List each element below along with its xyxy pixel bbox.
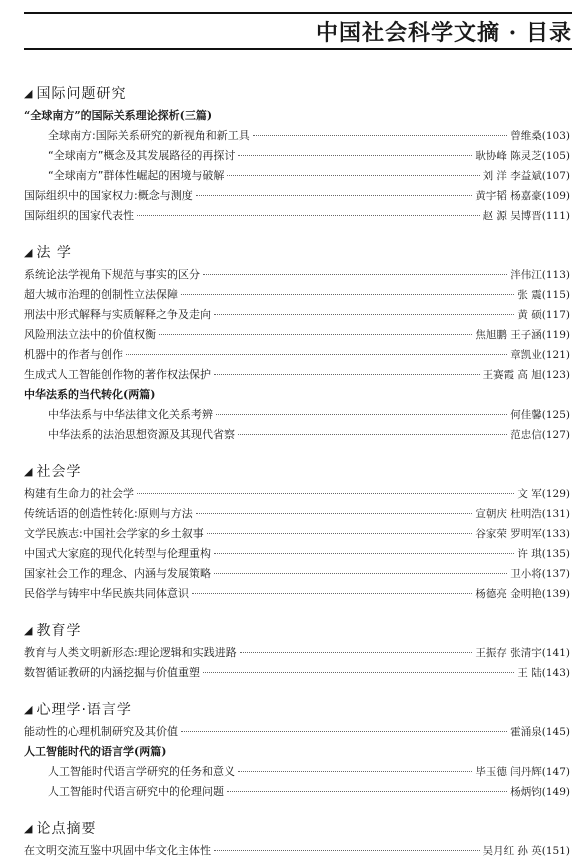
toc-entry[interactable]: [24, 663, 570, 683]
entry-title: 教育与人类文明新形态:理论逻辑和实践进路: [24, 646, 237, 659]
entry-title: 中国式大家庭的现代化转型与伦理重构: [24, 547, 211, 560]
toc-subheading: [24, 385, 570, 405]
dot-leader: [240, 652, 473, 653]
entry-author-page: 黄 硕(117): [517, 309, 570, 321]
entry-author-page: 王赛霞 高 旭(123): [482, 369, 570, 381]
toc-entry[interactable]: [24, 325, 570, 345]
entry-title: 超大城市治理的创制性立法保障: [24, 288, 178, 301]
entry-title: 系统论法学视角下规范与事实的区分: [24, 268, 200, 281]
section-spacer: [24, 448, 570, 462]
section-title: 法 学: [36, 245, 72, 261]
entry-title: 能动性的心理机制研究及其价值: [24, 725, 178, 738]
dot-leader: [214, 850, 480, 851]
entry-author-page: 范忠信(127): [510, 429, 570, 441]
entry-author-page: 文 军(129): [517, 488, 570, 500]
entry-author-page: 吴月红 孙 英(151): [482, 845, 570, 857]
dot-leader: [137, 215, 480, 216]
entry-author-page: 霍涌泉(145): [510, 726, 570, 738]
toc-section: [24, 700, 570, 802]
entry-author-page: 黄宇韬 杨嘉豪(109): [475, 190, 570, 202]
entry-author-page: 耿协峰 陈灵芝(105): [475, 150, 570, 162]
toc-section: [24, 462, 570, 604]
dot-leader: [137, 493, 514, 494]
toc-entry[interactable]: [24, 782, 570, 802]
entry-title: 国际组织的国家代表性: [24, 209, 134, 222]
triangle-marker-icon: ◢: [24, 87, 33, 100]
toc-entry[interactable]: [24, 544, 570, 564]
toc-section: [24, 621, 570, 683]
dot-leader: [214, 314, 514, 315]
toc-entry[interactable]: [24, 345, 570, 365]
section-heading: [24, 462, 570, 482]
dot-leader: [216, 414, 507, 415]
section-spacer: [24, 607, 570, 621]
entry-author-page: 宣朝庆 杜明浩(131): [475, 508, 570, 520]
toc-entry[interactable]: [24, 762, 570, 782]
toc-entry[interactable]: [24, 305, 570, 325]
entry-author-page: 章凯业(121): [510, 349, 570, 361]
entry-title: “全球南方”的国际关系理论探析(三篇): [24, 109, 213, 122]
section-spacer: [24, 805, 570, 819]
toc-subheading: [24, 106, 570, 126]
dot-leader: [196, 195, 473, 196]
toc-subheading: [24, 742, 570, 762]
dot-leader: [238, 434, 507, 435]
entry-title: 国家社会工作的理念、内涵与发展策略: [24, 567, 211, 580]
entry-author-page: 刘 洋 李益斌(107): [482, 170, 570, 182]
toc-entry[interactable]: [24, 146, 570, 166]
entry-title: 刑法中形式解释与实质解释之争及走向: [24, 308, 211, 321]
table-of-contents: [24, 84, 570, 864]
dot-leader: [238, 771, 472, 772]
entry-title: 中华法系的当代转化(两篇): [24, 388, 156, 401]
triangle-marker-icon: ◢: [24, 703, 33, 716]
dot-leader: [126, 354, 507, 355]
entry-author-page: 王振存 张清宇(141): [475, 647, 570, 659]
toc-entry[interactable]: [24, 584, 570, 604]
dot-leader: [196, 513, 473, 514]
toc-entry[interactable]: [24, 285, 570, 305]
entry-author-page: 许 琪(135): [517, 548, 570, 560]
entry-title: 人工智能时代语言研究中的伦理问题: [48, 785, 224, 798]
triangle-marker-icon: ◢: [24, 246, 33, 259]
dot-leader: [181, 731, 507, 732]
toc-section: [24, 243, 570, 445]
entry-title: 全球南方:国际关系研究的新视角和新工具: [48, 129, 250, 142]
dot-leader: [192, 593, 472, 594]
header-rule-bottom: [24, 48, 572, 50]
entry-title: “全球南方”群体性崛起的困境与破解: [48, 169, 225, 182]
toc-entry[interactable]: [24, 206, 570, 226]
dot-leader: [227, 175, 479, 176]
toc-entry[interactable]: [24, 564, 570, 584]
section-title: 心理学·语言学: [36, 702, 132, 718]
toc-entry[interactable]: [24, 166, 570, 186]
section-title: 国际问题研究: [36, 86, 127, 102]
section-spacer: [24, 229, 570, 243]
triangle-marker-icon: ◢: [24, 624, 33, 637]
entry-title: 在文明交流互鉴中巩固中华文化主体性: [24, 844, 211, 857]
toc-entry[interactable]: [24, 186, 570, 206]
entry-author-page: 毕玉德 闫丹辉(147): [475, 766, 570, 778]
toc-entry[interactable]: [24, 126, 570, 146]
dot-leader: [203, 274, 507, 275]
entry-title: 文学民族志:中国社会学家的乡土叙事: [24, 527, 204, 540]
toc-entry[interactable]: [24, 841, 570, 861]
entry-author-page: 焦旭鹏 王子涵(119): [475, 329, 570, 341]
section-title: 社会学: [36, 464, 82, 480]
entry-title: 机器中的作者与创作: [24, 348, 123, 361]
entry-title: 人工智能时代语言学研究的任务和意义: [48, 765, 235, 778]
toc-entry[interactable]: [24, 405, 570, 425]
toc-entry[interactable]: [24, 504, 570, 524]
toc-entry[interactable]: [24, 484, 570, 504]
entry-title: 中华法系与中华法律文化关系考辨: [48, 408, 213, 421]
section-heading: [24, 819, 570, 839]
dot-leader: [159, 334, 472, 335]
entry-title: 生成式人工智能创作物的著作权法保护: [24, 368, 211, 381]
entry-author-page: 张 震(115): [517, 289, 570, 301]
header-rule-top: [24, 12, 572, 14]
entry-title: 国际组织中的国家权力:概念与测度: [24, 189, 193, 202]
dot-leader: [207, 533, 473, 534]
entry-author-page: 杨德亮 金明艳(139): [475, 588, 570, 600]
entry-title: 民俗学与铸牢中华民族共同体意识: [24, 587, 189, 600]
toc-entry[interactable]: [24, 425, 570, 445]
dot-leader: [238, 155, 472, 156]
section-heading: [24, 243, 570, 263]
entry-author-page: 何佳馨(125): [510, 409, 570, 421]
triangle-marker-icon: ◢: [24, 465, 33, 478]
entry-title: 构建有生命力的社会学: [24, 487, 134, 500]
toc-entry[interactable]: [24, 265, 570, 285]
toc-entry[interactable]: [24, 365, 570, 385]
dot-leader: [181, 294, 514, 295]
dot-leader: [227, 791, 507, 792]
toc-entry[interactable]: [24, 643, 570, 663]
entry-title: 数智循证教研的内涵挖掘与价值重塑: [24, 666, 200, 679]
entry-title: 风险刑法立法中的价值权衡: [24, 328, 156, 341]
dot-leader: [214, 553, 514, 554]
entry-author-page: 泮伟江(113): [510, 269, 570, 281]
toc-entry[interactable]: [24, 722, 570, 742]
section-title: 论点摘要: [36, 821, 97, 837]
entry-author-page: 卫小将(137): [510, 568, 570, 580]
dot-leader: [214, 374, 480, 375]
section-heading: [24, 621, 570, 641]
entry-title: 中华法系的法治思想资源及其现代省察: [48, 428, 235, 441]
entry-title: 传统话语的创造性转化:原则与方法: [24, 507, 193, 520]
entry-author-page: 曾维桑(103): [510, 130, 570, 142]
triangle-marker-icon: ◢: [24, 822, 33, 835]
section-spacer: [24, 686, 570, 700]
page-title: 中国社会科学文摘 · 目录: [316, 20, 572, 46]
entry-author-page: 王 陆(143): [517, 667, 570, 679]
entry-author-page: 杨炳钧(149): [510, 786, 570, 798]
section-title: 教育学: [36, 623, 82, 639]
toc-section: [24, 819, 570, 861]
dot-leader: [253, 135, 508, 136]
header: [24, 12, 572, 50]
entry-author-page: 赵 源 吴博晋(111): [482, 210, 570, 222]
toc-section: [24, 84, 570, 226]
section-heading: [24, 84, 570, 104]
entry-title: “全球南方”概念及其发展路径的再探讨: [48, 149, 236, 162]
section-heading: [24, 700, 570, 720]
entry-title: 人工智能时代的语言学(两篇): [24, 745, 167, 758]
toc-entry[interactable]: [24, 524, 570, 544]
dot-leader: [214, 573, 507, 574]
entry-author-page: 谷家荣 罗明军(133): [475, 528, 570, 540]
dot-leader: [203, 672, 514, 673]
